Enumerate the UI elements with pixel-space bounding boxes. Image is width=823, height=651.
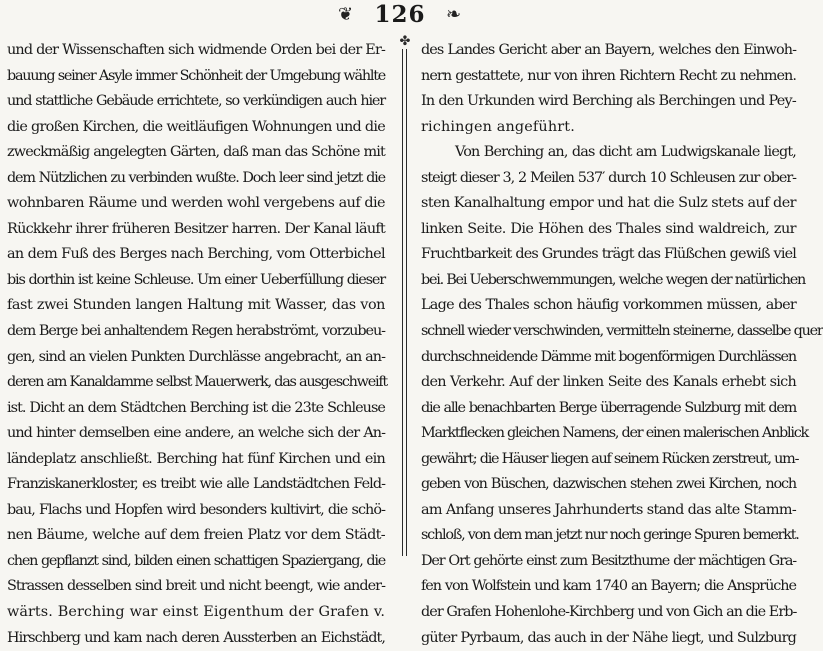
text-line: richingen angeführt.: [421, 118, 575, 135]
text-line: Fruchtbarkeit des Grundes trägt das Flüßchen gewiß viel: [421, 246, 796, 263]
text-line: güter Pyrbaum, das auch in der Nähe liegt, und Sulzburg: [421, 629, 796, 646]
text-line: Hirschberg und kam nach deren Aussterben an Eichstädt,: [7, 629, 385, 646]
text-line: Lage des Thales schon häufig vorkommen müssen, aber: [421, 297, 796, 314]
text-line: geben von Büschen, dazwischen stehen zwei Kirchen, noch: [421, 476, 796, 493]
text-line: wohnbaren Räume und werden wohl vergebens auf die: [7, 195, 385, 212]
text-line: an dem Fuß des Berges nach Berching, vom Otterbichel: [7, 246, 385, 263]
text-line: steigt dieser 3, 2 Meilen 537′ durch 10 Schleusen zur ober-: [421, 169, 796, 186]
text-line: durchschneidende Dämme mit bogenförmigen Durchlässen: [421, 348, 796, 365]
text-line: bauung seiner Asyle immer Schönheit der Umgebung wählte: [7, 67, 385, 84]
text-line: des Landes Gericht aber an Bayern, welches den Einwoh-: [421, 42, 796, 58]
text-line: deren am Kanaldamme selbst Mauerwerk, das ausgeschweift: [7, 374, 387, 391]
text-line: In den Urkunden wird Berching als Berchingen und Pey-: [421, 93, 796, 110]
column-divider: [399, 34, 411, 556]
text-line: fast zwei Stunden langen Haltung mit Wasser, das von: [7, 297, 385, 314]
text-line: Marktflecken gleichen Namens, der einen malerischen Anblick: [421, 425, 808, 442]
right-ornament-icon: ❧: [446, 4, 462, 25]
text-line: sten Kanalhaltung empor und hat die Sulz stets auf der: [421, 195, 796, 212]
text-line: Franziskanerkloster, es treibt wie alle Landstädtchen Feld-: [7, 476, 385, 493]
text-line: fen von Wolfstein und kam 1740 an Bayern; die Ansprüche: [421, 578, 796, 595]
page-number: 126: [374, 1, 426, 28]
page-header: [0, 0, 800, 34]
text-line: Von Berching an, das dicht am Ludwigskanale liegt,: [455, 144, 796, 161]
text-line: zweckmäßig angelegten Gärten, daß man das Schöne mit: [7, 144, 385, 161]
text-line: und stattliche Gebäude errichtete, so verkündigen auch hier: [7, 93, 385, 110]
text-line: Der Ort gehörte einst zum Besitzthume der mächtigen Gra-: [421, 552, 796, 569]
text-line: Rückkehr ihrer früheren Besitzer harren. Der Kanal läuft: [7, 220, 385, 237]
text-line: dem Nützlichen zu verbinden wußte. Doch leer sind jetzt die: [7, 169, 385, 186]
text-line: gen, sind an vielen Punkten Durchlässe angebracht, an an-: [7, 348, 385, 365]
text-line: am Anfang unseres Jahrhunderts stand das alte Stamm-: [421, 501, 797, 518]
divider-ornament-icon: ✤: [399, 34, 411, 49]
text-line: linken Seite. Die Höhen des Thales sind waldreich, zur: [421, 220, 796, 237]
text-line: nen Bäume, welche auf dem freien Platz vor dem Städt-: [7, 527, 385, 544]
text-line: dem Berge bei anhaltendem Regen herabströmt, vorzubeu-: [7, 323, 385, 340]
text-line: bau, Flachs und Hopfen wird besonders kultivirt, die schö-: [7, 501, 385, 518]
text-line: der Grafen Hohenlohe-Kirchberg und von Gich an die Erb-: [421, 604, 797, 621]
text-line: ländeplatz anschließt. Berching hat fünf Kirchen und ein: [7, 450, 385, 467]
text-line: die alle benachbarten Berge überragende Sulzburg mit dem: [421, 399, 796, 416]
text-line: und hinter demselben eine andere, an welche sich der An-: [7, 425, 385, 442]
text-line: chen gepflanzt sind, bilden einen schattigen Spaziergang, die: [7, 552, 385, 569]
text-line: nern gestattete, nur von ihren Richtern Recht zu nehmen.: [421, 67, 796, 84]
text-line: schloß, von dem man jetzt nur noch geringe Spuren bemerkt.: [421, 527, 799, 544]
divider-rule-left: [402, 49, 403, 556]
text-line: Strassen desselben sind breit und nicht beengt, wie ander-: [7, 578, 385, 595]
left-ornament-icon: ❦: [338, 4, 354, 25]
right-text-column: [421, 38, 823, 646]
text-line: die großen Kirchen, die weitläufigen Wohnungen und die: [7, 118, 385, 135]
text-line: gewährt; die Häuser liegen auf seinem Rücken zerstreut, um-: [421, 450, 799, 467]
left-text-column: [7, 38, 387, 646]
text-line: den Verkehr. Auf der linken Seite des Kanals erhebt sich: [421, 374, 796, 391]
text-line: schnell wieder verschwinden, vermitteln steinerne, dasselbe quer: [421, 323, 823, 340]
divider-rule-right: [406, 49, 407, 556]
text-line: wärts. Berching war einst Eigenthum der Grafen v.: [7, 604, 385, 621]
text-line: bei. Bei Ueberschwemmungen, welche wegen der natürlichen: [421, 271, 806, 288]
text-line: und der Wissenschaften sich widmende Orden bei der Er-: [7, 42, 385, 58]
text-line: bis dorthin ist keine Schleuse. Um einer Ueberfüllung dieser: [7, 271, 385, 288]
text-line: ist. Dicht an dem Städtchen Berching ist die 23te Schleuse: [7, 399, 385, 416]
